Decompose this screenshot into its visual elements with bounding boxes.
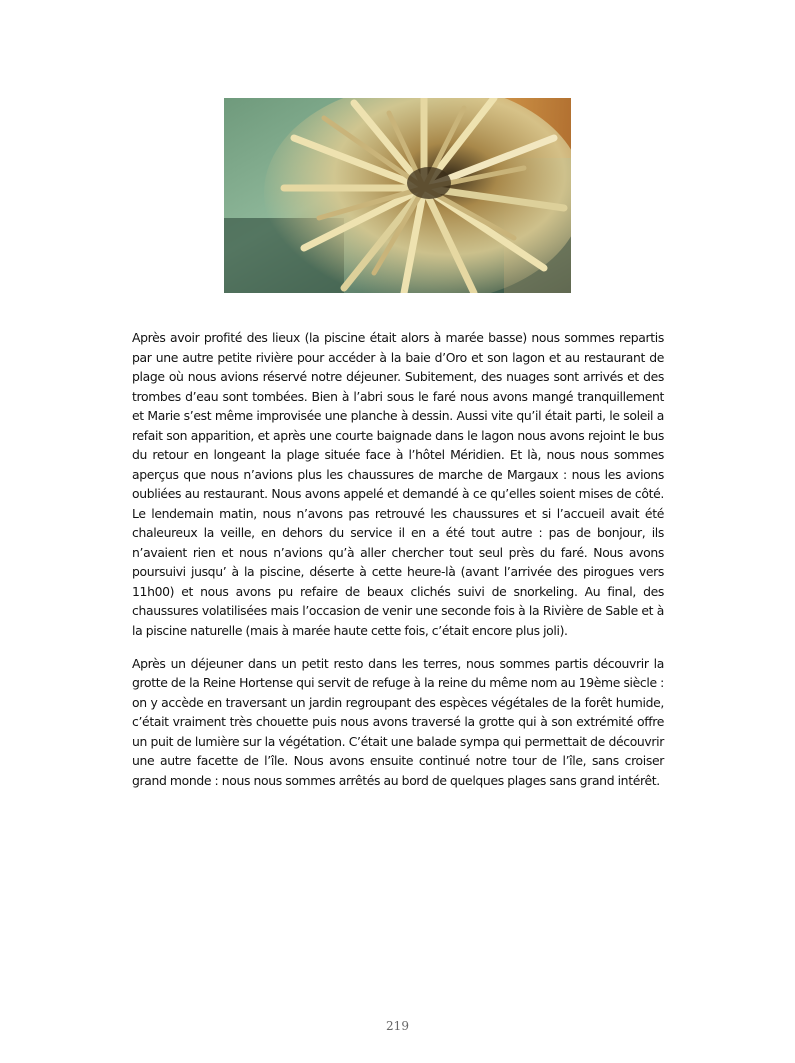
- page-number: 219: [386, 1019, 409, 1033]
- paragraph: Après avoir profité des lieux (la piscine était alors à marée basse) nous sommes repartis par une autre petite rivière pour accéder à la baie d’Oro et son lagon et au restaurant de plage où nous avions réservé notre déjeuner. Subitement, des nuages sont arrivés et des trombes d’eau sont tombées. Bien à l’abri sous le faré nous avons mangé tranquillement et Marie s’est même improvisée une planche à dessin. Aussi vite qu’il était parti, le soleil a refait son apparition, et après une courte baignade dans le lagon nous avons rejoint le bus du retour en longeant la plage située face à l’hôtel Méridien. Et là, nous nous sommes aperçus que nous n’avions plus les chaussures de marche de Margaux : nous les avions oubliées au restaurant. Nous avons appelé et demandé à ce qu’elles soient mises de côté. Le lendemain matin, nous n’avons pas retrouvé les chaussures et si l’accueil avait été chaleureux la veille, en dehors du service il en a été tout autre : pas de bonjour, ils n’avaient rien et nous n’avions qu’à aller chercher tout seul près du faré. Nous avons poursuivi jusqu’ à la piscine, déserte à cette heure-là (avant l’arrivée des pirogues vers 11h00) et nous avons pu refaire de beaux clichés suivi de snorkeling. Au final, des chaussures volatilisées mais l’occasion de venir une seconde fois à la Rivière de Sable et à la piscine naturelle (mais à marée haute cette fois, c’était encore plus joli).: [132, 330, 664, 638]
- paragraph: Après un déjeuner dans un petit resto dans les terres, nous sommes partis découvrir la grotte de la Reine Hortense qui servit de refuge à la reine du même nom au 19ème siècle : on y accède en traversant un jardin regroupant des espèces végétales de la forêt humide, c’était vraiment très chouette puis nous avons traversé la grotte qui à son extrémité offre un puit de lumière sur la végétation. C’était une balade sympa qui permettait de découvrir une autre facette de l’île. Nous avons ensuite continué notre tour de l’île, sans croiser grand monde : nous nous sommes arrêtés au bord de quelques plages sans grand intérêt.: [132, 655, 664, 788]
- sea-anemone-photo: [224, 98, 571, 293]
- article-body: [132, 328, 664, 804]
- sea-anemone-illustration: [224, 98, 571, 293]
